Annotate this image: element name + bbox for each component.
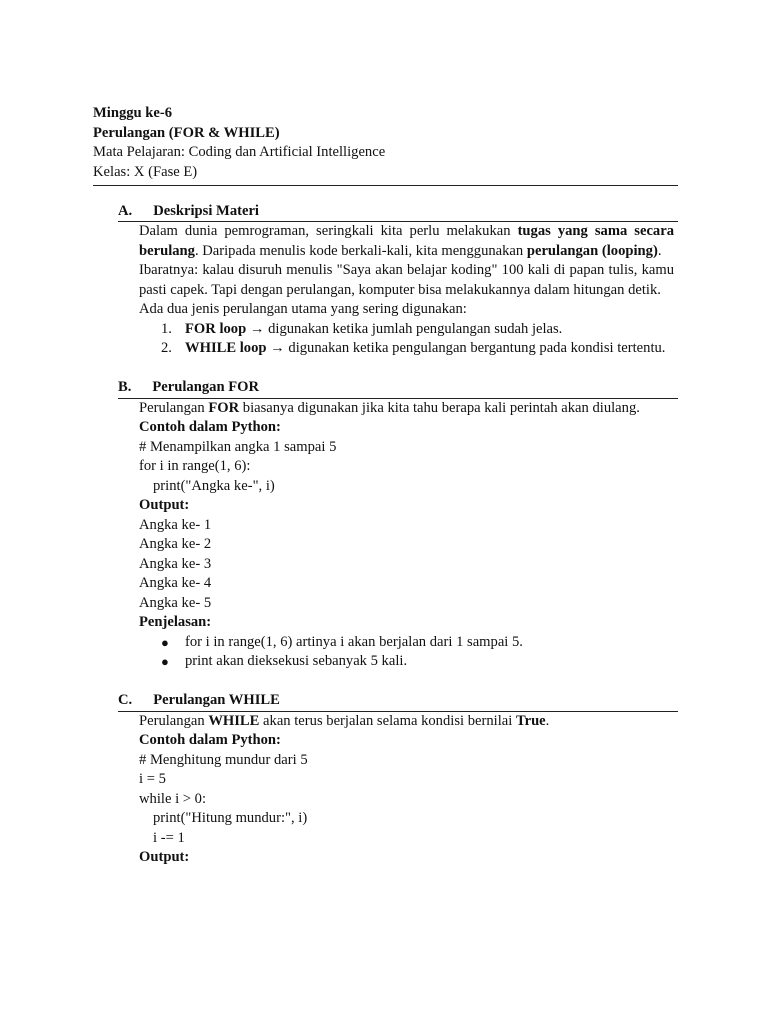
section-a-title: Deskripsi Materi [153,202,259,219]
section-b-letter: B. [118,379,132,395]
output-line: Angka ke- 3 [139,555,212,572]
code-line: print("Hitung mundur:", i) [153,810,308,826]
section-c-letter: C. [118,692,133,708]
explanation-label: Penjelasan: [139,614,212,630]
code-line: while i > 0: [139,790,207,807]
code-line: # Menampilkan angka 1 sampai 5 [139,438,337,455]
section-b-title: Perulangan FOR [152,379,260,395]
code-line: for i in range(1, 6): [139,458,251,474]
list-item [139,652,674,672]
list-item [139,633,674,653]
bullet-text: for i in range(1, 6) artinya i akan berjalan dari 1 sampai 5. [185,633,523,650]
section-a-paragraph-3: Ada dua jenis perulangan utama yang sering digunakan: [139,301,467,317]
intro-text-2: biasanya digunakan jika kita tahu berapa kali perintah akan diulang. [239,399,640,416]
list-number: 1. [161,320,172,337]
output-line: Angka ke- 2 [139,536,212,552]
intro-text-3: . [545,712,550,729]
code-line: i = 5 [139,771,166,787]
section-c-intro [139,712,674,732]
list-number: 2. [161,340,172,356]
output-line: Angka ke- 5 [139,594,212,611]
bullet-icon: ● [161,634,169,650]
class-label: Kelas: X (Fase E) [93,163,198,180]
code-line: i -= 1 [153,829,185,846]
p1-text-3: . [657,242,662,259]
section-a [93,200,678,359]
section-b [93,377,678,672]
section-c-title: Perulangan WHILE [153,692,280,708]
list-item-bold: FOR loop [185,320,247,337]
document-page [93,104,678,868]
section-b-heading [118,377,678,399]
code-line: print("Angka ke-", i) [153,477,275,494]
p1-text-1: Dalam dunia pemrograman, seringkali kita perlu melakukan [139,223,518,239]
bullet-text: print akan dieksekusi sebanyak 5 kali. [185,653,408,669]
output-line: Angka ke- 1 [139,516,212,533]
intro-bold: FOR [208,399,240,416]
section-a-paragraph-1 [139,222,674,261]
example-label: Contoh dalam Python: [139,419,281,435]
intro-text-1: Perulangan [139,712,209,729]
section-c-heading [118,690,678,712]
list-item-bold: WHILE loop [185,340,267,356]
section-a-letter: A. [118,202,133,219]
p1-bold-1: tugas yang sama secara berulang [139,223,674,259]
output-label: Output: [139,849,190,865]
list-item-text: → digunakan ketika pengulangan bergantung pada kondisi tertentu. [266,340,666,356]
bullet-icon: ● [161,654,169,669]
intro-bold-2: True [515,712,546,729]
code-line: # Menghitung mundur dari 5 [139,751,308,768]
output-label: Output: [139,497,190,513]
explanation-list [139,633,674,672]
loop-types-list [139,320,674,359]
intro-text-1: Perulangan [139,399,209,416]
section-c [93,690,678,868]
intro-text-2: akan terus berjalan selama kondisi bernilai [259,712,516,729]
list-item [139,339,674,359]
intro-bold-1: WHILE [208,712,260,729]
subject-label: Mata Pelajaran: Coding dan Artificial Intelligence [93,144,386,160]
section-b-intro [139,399,674,419]
output-line: Angka ke- 4 [139,575,212,591]
topic-title: Perulangan (FOR & WHILE) [93,124,280,141]
p1-text-2: . Daripada menulis kode berkali-kali, kita menggunakan [194,242,527,259]
list-item [139,320,674,340]
example-label: Contoh dalam Python: [139,732,281,748]
section-a-paragraph-2: Ibaratnya: kalau disuruh menulis "Saya akan belajar koding" 100 kali di papan tulis, kamu pasti capek. Tapi dengan perulangan, komputer bisa melakukannya dalam hitungan detik. [139,262,674,298]
list-item-text: → digunakan ketika jumlah pengulangan sudah jelas. [246,320,563,337]
p1-bold-2: perulangan (looping) [526,242,658,259]
week-label: Minggu ke-6 [93,105,173,121]
section-a-heading [118,200,678,222]
